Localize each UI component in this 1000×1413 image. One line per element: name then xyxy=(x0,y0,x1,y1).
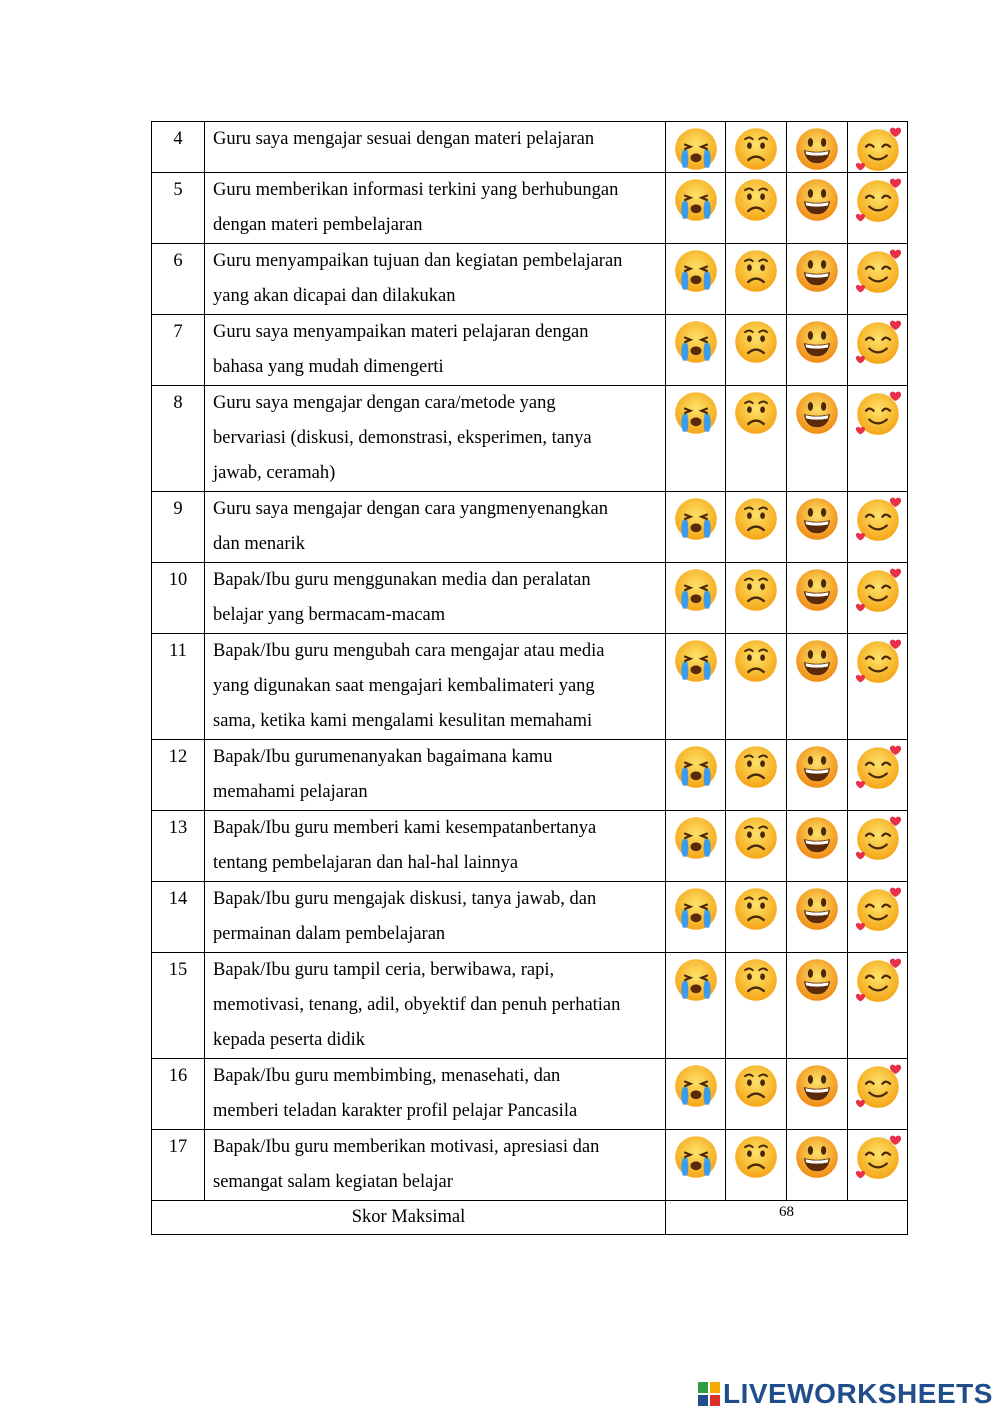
statement-cell xyxy=(205,386,666,492)
row-number: 7 xyxy=(152,315,205,386)
smiling-face-with-hearts-icon xyxy=(855,815,901,861)
row-number: 14 xyxy=(152,882,205,953)
grinning-face-icon xyxy=(794,248,840,294)
row-number: 4 xyxy=(152,122,205,173)
grinning-face-icon xyxy=(794,957,840,1003)
grinning-face-icon xyxy=(794,496,840,542)
table-row xyxy=(152,882,908,953)
smiling-face-with-hearts-icon xyxy=(855,1134,901,1180)
rating-option-1[interactable] xyxy=(666,740,726,811)
table-row xyxy=(152,173,908,244)
crying-face-icon xyxy=(673,744,719,790)
statement-line: Bapak/Ibu guru memberikan motivasi, apresiasi dan xyxy=(213,1137,600,1157)
crying-face-icon xyxy=(673,1063,719,1109)
table-row xyxy=(152,244,908,315)
rating-option-2[interactable] xyxy=(726,1059,787,1130)
statement-cell xyxy=(205,1130,666,1201)
rating-option-2[interactable] xyxy=(726,1130,787,1201)
smiling-face-with-hearts-icon xyxy=(855,744,901,790)
crying-face-icon xyxy=(673,886,719,932)
rating-option-4[interactable] xyxy=(848,1130,908,1201)
grinning-face-icon xyxy=(794,567,840,613)
grinning-face-icon xyxy=(794,1063,840,1109)
row-number: 12 xyxy=(152,740,205,811)
statement-line: Guru saya menyampaikan materi pelajaran dengan xyxy=(213,322,589,342)
row-number: 15 xyxy=(152,953,205,1059)
sad-face-icon xyxy=(733,815,779,861)
statement-cell xyxy=(205,563,666,634)
crying-face-icon xyxy=(673,390,719,436)
sad-face-icon xyxy=(733,177,779,223)
crying-face-icon xyxy=(673,177,719,223)
rating-option-2[interactable] xyxy=(726,122,787,173)
rating-option-1[interactable] xyxy=(666,1059,726,1130)
row-number: 5 xyxy=(152,173,205,244)
liveworksheets-mark-icon xyxy=(697,1380,721,1408)
crying-face-icon xyxy=(673,638,719,684)
sad-face-icon xyxy=(733,1134,779,1180)
statement-cell xyxy=(205,634,666,740)
statement-line: tentang pembelajaran dan hal-hal lainnya xyxy=(213,853,519,873)
row-number: 10 xyxy=(152,563,205,634)
row-number: 9 xyxy=(152,492,205,563)
statement-cell xyxy=(205,740,666,811)
statement-line: memotivasi, tenang, adil, obyektif dan penuh perhatian xyxy=(213,995,621,1015)
rating-option-4[interactable] xyxy=(848,1059,908,1130)
statement-line: Guru saya mengajar dengan cara yangmenyenangkan xyxy=(213,499,609,519)
questionnaire-table xyxy=(151,121,908,1235)
rating-option-1[interactable] xyxy=(666,244,726,315)
rating-option-1[interactable] xyxy=(666,563,726,634)
smiling-face-with-hearts-icon xyxy=(855,1063,901,1109)
statement-line: memahami pelajaran xyxy=(213,782,368,802)
smiling-face-with-hearts-icon xyxy=(855,496,901,542)
rating-option-3[interactable] xyxy=(787,122,848,173)
smiling-face-with-hearts-icon xyxy=(855,177,901,223)
rating-option-4[interactable] xyxy=(848,315,908,386)
row-number: 11 xyxy=(152,634,205,740)
statement-line: Guru saya mengajar sesuai dengan materi pelajaran xyxy=(213,129,595,149)
statement-line: Bapak/Ibu guru tampil ceria, berwibawa, rapi, xyxy=(213,960,555,980)
rating-option-2[interactable] xyxy=(726,563,787,634)
statement-line: sama, ketika kami mengalami kesulitan memahami xyxy=(213,711,593,731)
table-row xyxy=(152,563,908,634)
sad-face-icon xyxy=(733,390,779,436)
table-row xyxy=(152,386,908,492)
rating-option-3[interactable] xyxy=(787,492,848,563)
crying-face-icon xyxy=(673,815,719,861)
statement-line: Bapak/Ibu guru memberi kami kesempatanbertanya xyxy=(213,818,597,838)
grinning-face-icon xyxy=(794,126,840,172)
rating-option-3[interactable] xyxy=(787,882,848,953)
statement-cell xyxy=(205,173,666,244)
statement-line: memberi teladan karakter profil pelajar Pancasila xyxy=(213,1101,578,1121)
grinning-face-icon xyxy=(794,390,840,436)
rating-option-3[interactable] xyxy=(787,1059,848,1130)
sad-face-icon xyxy=(733,886,779,932)
rating-option-4[interactable] xyxy=(848,953,908,1059)
table-row xyxy=(152,1059,908,1130)
table-row xyxy=(152,740,908,811)
smiling-face-with-hearts-icon xyxy=(855,886,901,932)
statement-line: Guru memberikan informasi terkini yang berhubungan xyxy=(213,180,619,200)
sad-face-icon xyxy=(733,744,779,790)
table-row xyxy=(152,811,908,882)
table-row xyxy=(152,122,908,173)
brand-name: LIVEWORKSHEETS xyxy=(723,1378,993,1409)
statement-line: bervariasi (diskusi, demonstrasi, eksperimen, tanya xyxy=(213,428,592,448)
rating-option-1[interactable] xyxy=(666,386,726,492)
rating-option-4[interactable] xyxy=(848,563,908,634)
grinning-face-icon xyxy=(794,744,840,790)
crying-face-icon xyxy=(673,126,719,172)
total-row xyxy=(152,1201,908,1235)
table-row xyxy=(152,1130,908,1201)
table-row xyxy=(152,634,908,740)
statement-line: Bapak/Ibu guru mengubah cara mengajar atau media xyxy=(213,641,605,661)
rating-option-3[interactable] xyxy=(787,953,848,1059)
statement-cell xyxy=(205,882,666,953)
rating-option-4[interactable] xyxy=(848,634,908,740)
total-value: 68 xyxy=(666,1201,908,1235)
rating-option-4[interactable] xyxy=(848,244,908,315)
sad-face-icon xyxy=(733,957,779,1003)
rating-option-4[interactable] xyxy=(848,811,908,882)
statement-cell xyxy=(205,1059,666,1130)
rating-option-1[interactable] xyxy=(666,1130,726,1201)
table-row xyxy=(152,492,908,563)
statement-line: Bapak/Ibu guru membimbing, menasehati, dan xyxy=(213,1066,561,1086)
sad-face-icon xyxy=(733,496,779,542)
rating-option-1[interactable] xyxy=(666,811,726,882)
statement-cell xyxy=(205,244,666,315)
rating-option-3[interactable] xyxy=(787,244,848,315)
statement-line: kepada peserta didik xyxy=(213,1030,366,1050)
grinning-face-icon xyxy=(794,638,840,684)
rating-option-2[interactable] xyxy=(726,634,787,740)
statement-cell xyxy=(205,122,666,173)
statement-cell xyxy=(205,953,666,1059)
rating-option-1[interactable] xyxy=(666,953,726,1059)
rating-option-4[interactable] xyxy=(848,122,908,173)
statement-line: yang digunakan saat mengajari kembalimateri yang xyxy=(213,676,595,696)
crying-face-icon xyxy=(673,496,719,542)
crying-face-icon xyxy=(673,567,719,613)
smiling-face-with-hearts-icon xyxy=(855,567,901,613)
statement-cell xyxy=(205,492,666,563)
rating-option-3[interactable] xyxy=(787,173,848,244)
table-row xyxy=(152,953,908,1059)
statement-line: dan menarik xyxy=(213,534,305,554)
rating-option-2[interactable] xyxy=(726,173,787,244)
row-number: 13 xyxy=(152,811,205,882)
smiling-face-with-hearts-icon xyxy=(855,248,901,294)
rating-option-3[interactable] xyxy=(787,315,848,386)
smiling-face-with-hearts-icon xyxy=(855,390,901,436)
rating-option-2[interactable] xyxy=(726,244,787,315)
rating-option-3[interactable] xyxy=(787,634,848,740)
rating-option-1[interactable] xyxy=(666,882,726,953)
sad-face-icon xyxy=(733,638,779,684)
smiling-face-with-hearts-icon xyxy=(855,319,901,365)
grinning-face-icon xyxy=(794,319,840,365)
smiling-face-with-hearts-icon xyxy=(855,638,901,684)
statement-line: yang akan dicapai dan dilakukan xyxy=(213,286,456,306)
statement-line: dengan materi pembelajaran xyxy=(213,215,423,235)
rating-option-2[interactable] xyxy=(726,315,787,386)
rating-option-3[interactable] xyxy=(787,1130,848,1201)
row-number: 16 xyxy=(152,1059,205,1130)
questionnaire-body xyxy=(152,122,908,1201)
statement-line: bahasa yang mudah dimengerti xyxy=(213,357,444,377)
statement-cell xyxy=(205,811,666,882)
liveworksheets-logo xyxy=(697,1377,993,1411)
sad-face-icon xyxy=(733,248,779,294)
crying-face-icon xyxy=(673,248,719,294)
rating-option-1[interactable] xyxy=(666,634,726,740)
crying-face-icon xyxy=(673,957,719,1003)
statement-cell xyxy=(205,315,666,386)
rating-option-3[interactable] xyxy=(787,563,848,634)
crying-face-icon xyxy=(673,1134,719,1180)
statement-line: Bapak/Ibu guru mengajak diskusi, tanya jawab, dan xyxy=(213,889,597,909)
rating-option-4[interactable] xyxy=(848,492,908,563)
statement-line: jawab, ceramah) xyxy=(213,463,336,483)
rating-option-2[interactable] xyxy=(726,953,787,1059)
grinning-face-icon xyxy=(794,815,840,861)
rating-option-2[interactable] xyxy=(726,811,787,882)
rating-option-4[interactable] xyxy=(848,173,908,244)
sad-face-icon xyxy=(733,126,779,172)
table-row xyxy=(152,315,908,386)
rating-option-4[interactable] xyxy=(848,882,908,953)
crying-face-icon xyxy=(673,319,719,365)
smiling-face-with-hearts-icon xyxy=(855,957,901,1003)
rating-option-1[interactable] xyxy=(666,315,726,386)
rating-option-4[interactable] xyxy=(848,386,908,492)
rating-option-2[interactable] xyxy=(726,882,787,953)
rating-option-1[interactable] xyxy=(666,173,726,244)
rating-option-3[interactable] xyxy=(787,386,848,492)
statement-line: belajar yang bermacam-macam xyxy=(213,605,446,625)
rating-option-2[interactable] xyxy=(726,386,787,492)
statement-line: Bapak/Ibu gurumenanyakan bagaimana kamu xyxy=(213,747,553,767)
sad-face-icon xyxy=(733,319,779,365)
sad-face-icon xyxy=(733,1063,779,1109)
statement-line: Guru menyampaikan tujuan dan kegiatan pembelajaran xyxy=(213,251,623,271)
statement-line: semangat salam kegiatan belajar xyxy=(213,1172,453,1192)
row-number: 6 xyxy=(152,244,205,315)
rating-option-3[interactable] xyxy=(787,740,848,811)
statement-line: Guru saya mengajar dengan cara/metode yang xyxy=(213,393,556,413)
rating-option-1[interactable] xyxy=(666,492,726,563)
grinning-face-icon xyxy=(794,886,840,932)
grinning-face-icon xyxy=(794,177,840,223)
rating-option-3[interactable] xyxy=(787,811,848,882)
statement-line: permainan dalam pembelajaran xyxy=(213,924,446,944)
rating-option-2[interactable] xyxy=(726,492,787,563)
rating-option-1[interactable] xyxy=(666,122,726,173)
statement-line: Bapak/Ibu guru menggunakan media dan peralatan xyxy=(213,570,591,590)
row-number: 8 xyxy=(152,386,205,492)
grinning-face-icon xyxy=(794,1134,840,1180)
row-number: 17 xyxy=(152,1130,205,1201)
sad-face-icon xyxy=(733,567,779,613)
rating-option-4[interactable] xyxy=(848,740,908,811)
rating-option-2[interactable] xyxy=(726,740,787,811)
smiling-face-with-hearts-icon xyxy=(855,126,901,172)
total-label: Skor Maksimal xyxy=(152,1201,666,1235)
